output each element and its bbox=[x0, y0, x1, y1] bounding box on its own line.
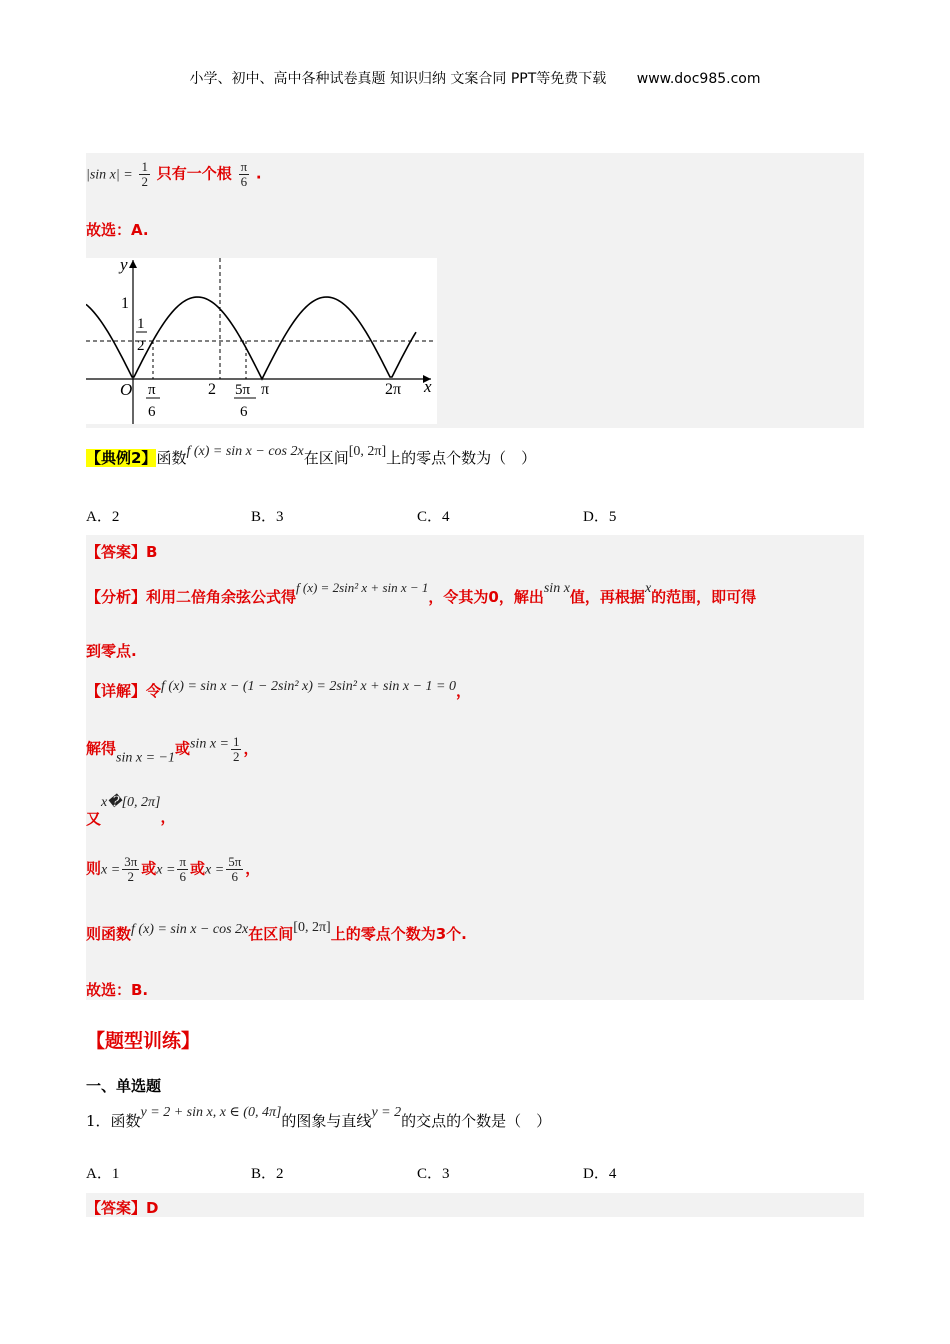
q1-option-b[interactable]: B．2 bbox=[251, 1166, 284, 1182]
x-5pi6-den: 6 bbox=[240, 404, 248, 420]
fraction-pi-6: $\frac{\pi}{6}$ bbox=[240, 159, 248, 189]
ex2-analysis: 【分析】利用二倍角余弦公式得f (x) = 2sin² x + sin x − 1，令其为0，解出sin x值，再根据x的范围，即可得 bbox=[86, 580, 757, 606]
q1-question: 1．函数y = 2 + sin x, x ∈ (0, 4π]的图象与直线y = 2的交点的个数是（ ） bbox=[86, 1105, 552, 1130]
ex2-option-b[interactable]: B．3 bbox=[251, 509, 284, 525]
q1-option-a[interactable]: A．1 bbox=[86, 1166, 120, 1182]
ex2-also: 又x�[0, 2π]， bbox=[86, 795, 176, 828]
ex2-conclusion: 则函数f (x) = sin x − cos 2x在区间[0, 2π]上的零点个数为3个. bbox=[86, 920, 467, 943]
y-half-num: 1 bbox=[137, 316, 145, 332]
root-statement: |sin x| = $\frac{1}{2}$ 只有一个根 $\frac{\pi}{6}$ . bbox=[86, 159, 262, 189]
y-axis-label: y bbox=[120, 258, 128, 274]
x-pi6-num: π bbox=[148, 382, 156, 398]
fraction-half: $\frac{1}{2}$ bbox=[141, 159, 148, 189]
y-one-label: 1 bbox=[121, 295, 129, 312]
ex2-option-d[interactable]: D．5 bbox=[583, 509, 617, 525]
sine-abs-graph bbox=[86, 258, 437, 424]
ex2-analysis-cont: 到零点. bbox=[86, 642, 137, 660]
x-5pi6-num: 5π bbox=[235, 382, 251, 398]
answer-choice-a: 故选：A. bbox=[86, 221, 149, 239]
training-title: 【题型训练】 bbox=[86, 1030, 201, 1052]
section-single-choice: 一、单选题 bbox=[86, 1077, 162, 1095]
example-tag: 【典例2】 bbox=[86, 449, 157, 467]
ex2-solve: 解得sin x = −1或sin x = $\frac{1}{2}$ ， bbox=[86, 734, 259, 766]
page-header bbox=[0, 68, 950, 88]
ex2-option-a[interactable]: A．2 bbox=[86, 509, 120, 525]
x-2-label: 2 bbox=[208, 381, 216, 398]
q1-option-d[interactable]: D．4 bbox=[583, 1166, 617, 1182]
x-pi-label: π bbox=[261, 381, 270, 398]
graph-svg bbox=[86, 258, 437, 424]
y-half-den: 2 bbox=[137, 338, 145, 354]
ex2-option-c[interactable]: C．4 bbox=[417, 509, 450, 525]
x-axis-label: x bbox=[424, 377, 432, 396]
q1-option-c[interactable]: C．3 bbox=[417, 1166, 450, 1182]
example-2-question: 【典例2】函数f (x) = sin x − cos 2x在区间[0, 2π]上的零点个数为（ ） bbox=[86, 444, 537, 467]
ex2-final-answer: 故选：B. bbox=[86, 981, 149, 999]
header-text: 小学、初中、高中各种试卷真题 知识归纳 文案合同 PPT等免费下载 bbox=[189, 71, 607, 87]
ex2-answer: 【答案】B bbox=[86, 543, 158, 561]
x-pi6-den: 6 bbox=[148, 404, 156, 420]
answer-block-q1 bbox=[86, 1193, 864, 1217]
header-url[interactable]: www.doc985.com bbox=[636, 71, 761, 87]
ex2-detail: 【详解】令f (x) = sin x − (1 − 2sin² x) = 2sin² x + sin x − 1 = 0， bbox=[86, 679, 472, 700]
origin-label: O bbox=[120, 380, 133, 399]
y-axis-arrow bbox=[129, 260, 137, 268]
abs-sine-curve bbox=[86, 297, 416, 379]
q1-answer: 【答案】D bbox=[86, 1199, 159, 1217]
x-2pi-label: 2π bbox=[385, 381, 402, 398]
ex2-then: 则x = $\frac{3\pi}{2}$ 或x = $\frac{\pi}{6}$ 或x = $\frac{5\pi}{6}$ ， bbox=[86, 854, 261, 884]
